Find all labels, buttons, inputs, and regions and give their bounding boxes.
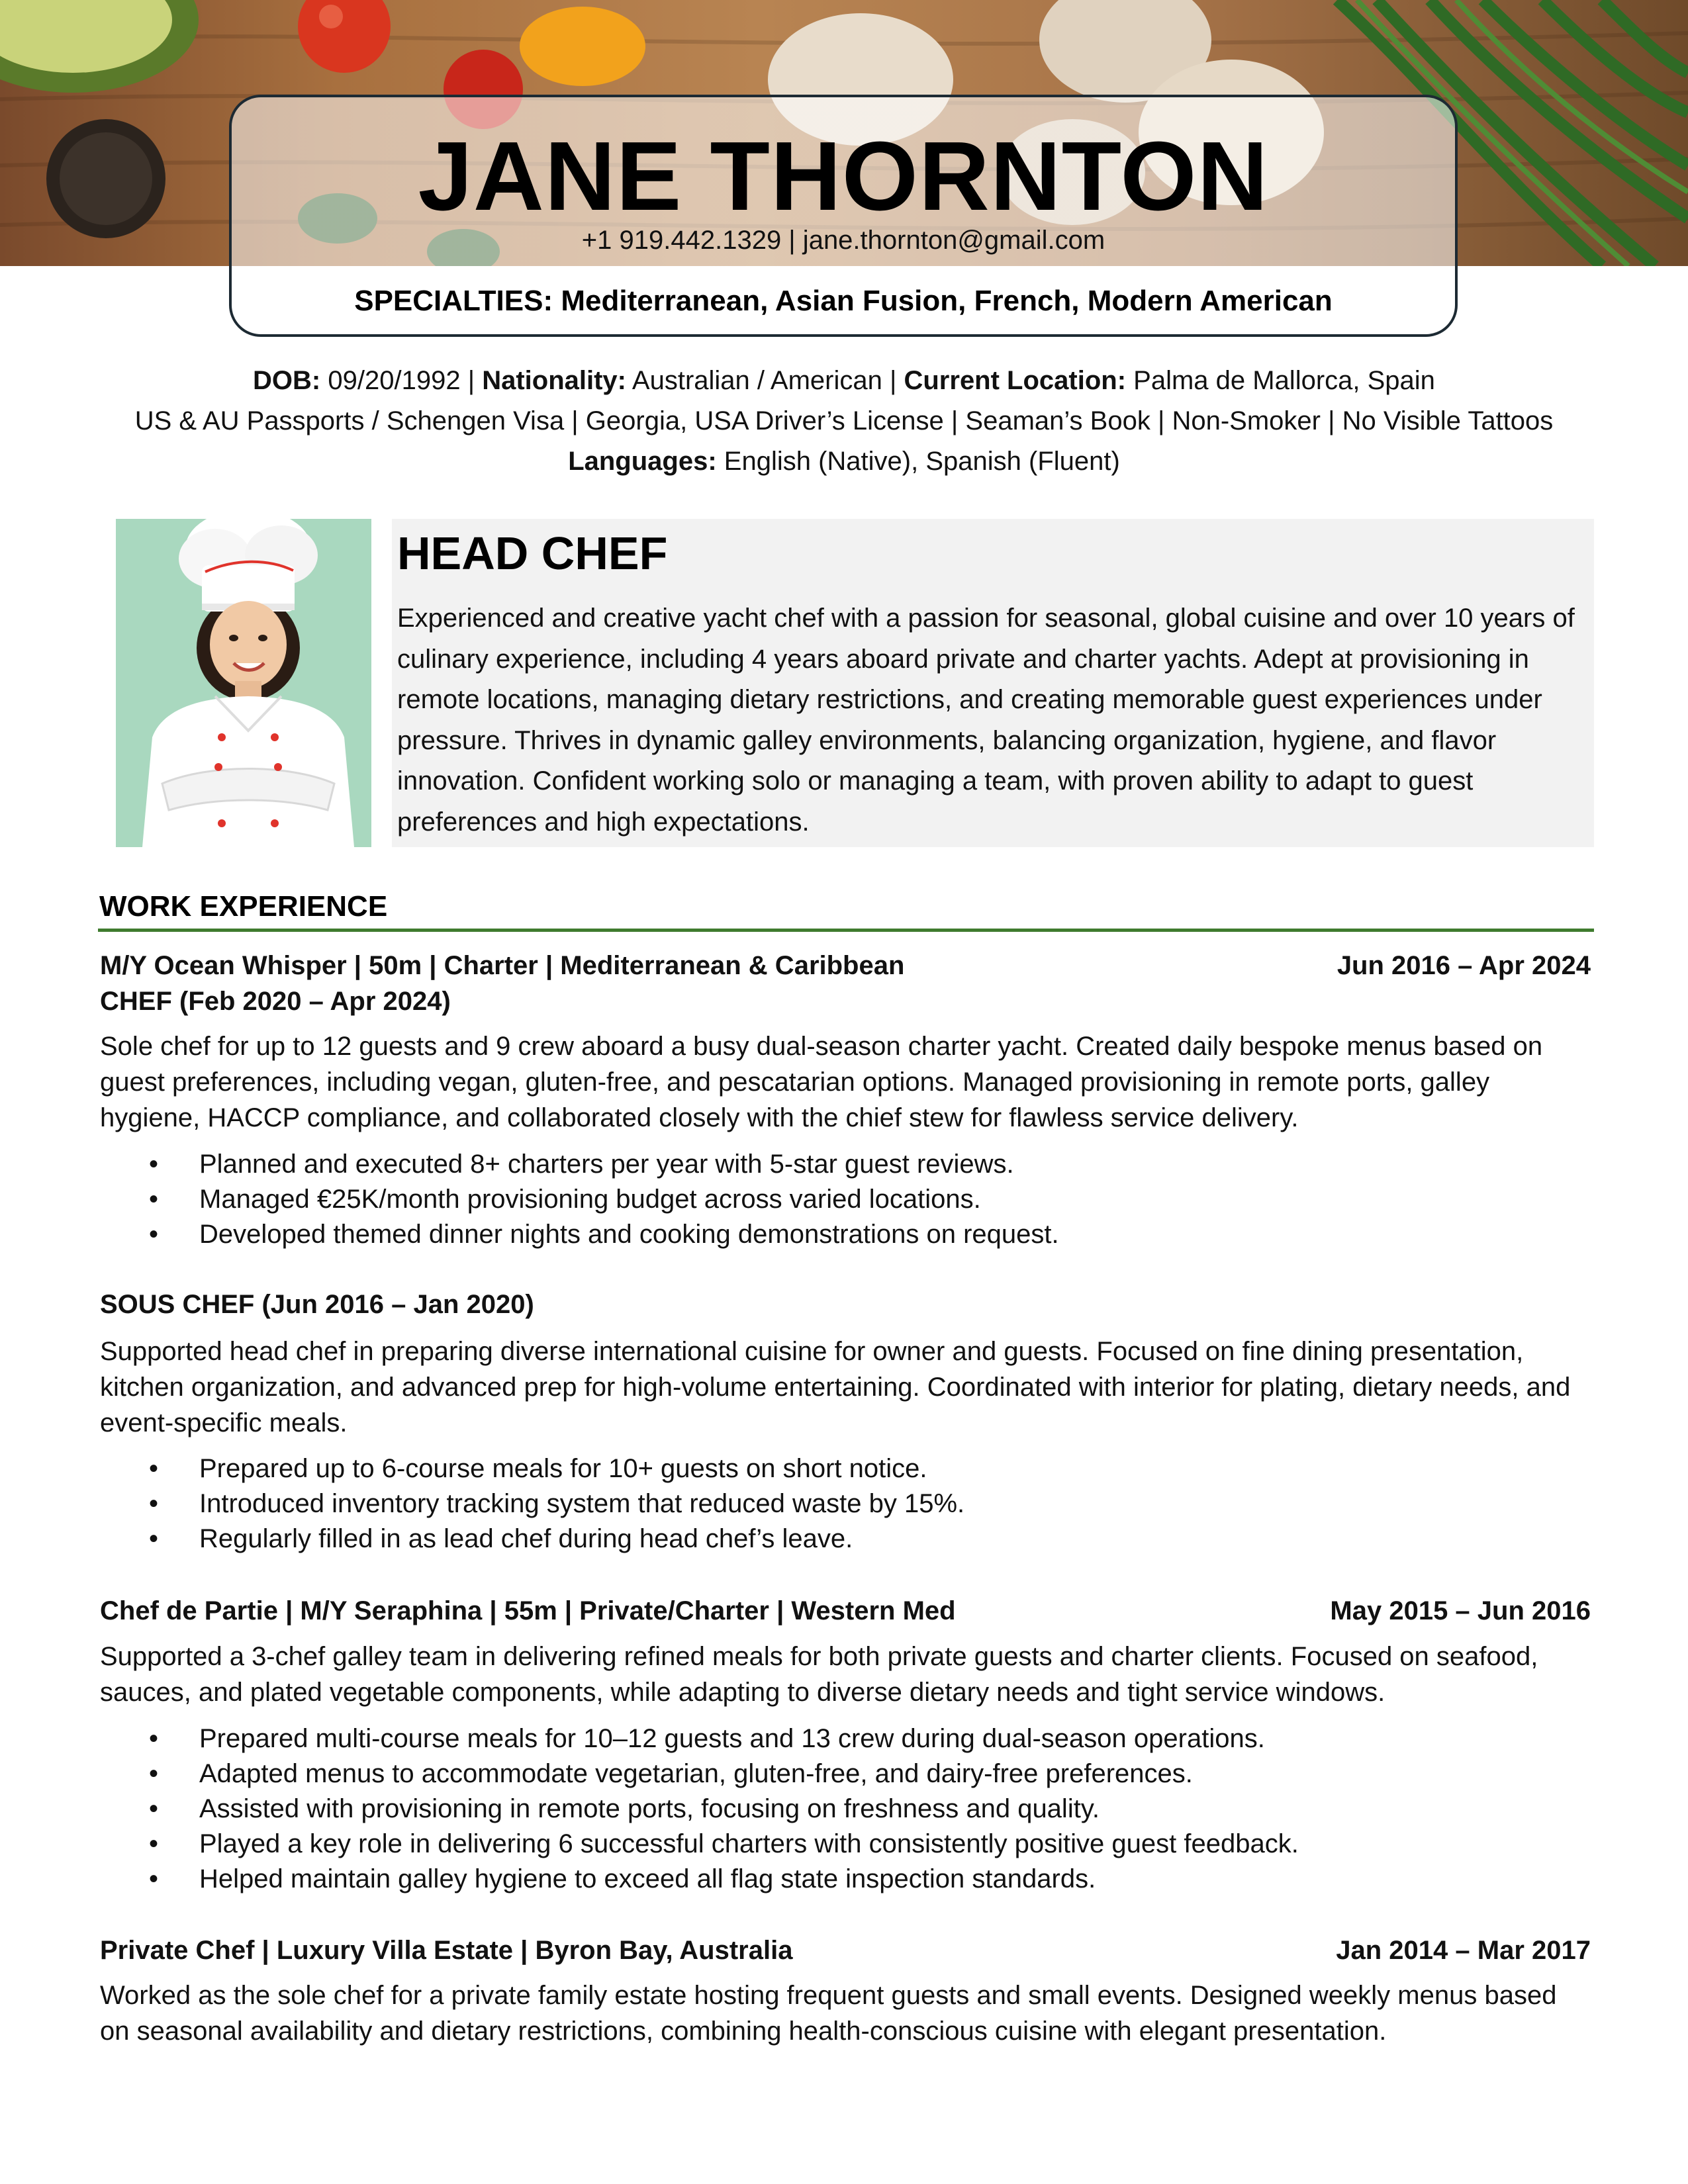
summary-text: Experienced and creative yacht chef with a passion for seasonal, global cuisine and over 10 years of culinary experience, including 4 years aboard private and charter yachts. Adept at provisioning in remote locations, managing dietary restrictions, and creating memorable guest experiences under pressure. Thrives in dynamic galley environments, balancing organization, hygiene, and flavor innovation. Confident working solo or managing a team, with proven ability to adapt to guest preferences and high expectations.	[397, 604, 1575, 837]
list-item: • Managed €25K/month provisioning budget across varied locations.	[100, 1182, 1556, 1217]
location-label: Current Location:	[904, 366, 1127, 395]
personal-details-line	[0, 361, 1688, 401]
job-dates: Jan 2014 – Mar 2017	[1336, 1936, 1591, 1965]
job-role-title: CHEF (Feb 2020 – Apr 2024)	[100, 987, 451, 1016]
job-description: Worked as the sole chef for a private family estate hosting frequent guests and small events. Designed weekly menus based on seasonal availability and dietary restrictions, combining health-conscious cuisine with elegant presentation.	[100, 1981, 1557, 2046]
location-value: Palma de Mallorca, Spain	[1126, 366, 1435, 395]
languages-value: English (Native), Spanish (Fluent)	[716, 447, 1120, 476]
list-item: • Prepared multi-course meals for 10–12 guests and 13 crew during dual-season operations.	[100, 1721, 1556, 1756]
job-description: Sole chef for up to 12 guests and 9 crew aboard a busy dual-season charter yacht. Created daily bespoke menus based on guest preferences, including vegan, gluten-free, and pescatarian options. Managed provisioning in remote ports, galley hygiene, HACCP compliance, and collaborated closely with the chief stew for flawless service delivery.	[100, 1032, 1543, 1132]
section-divider	[98, 929, 1594, 932]
list-item: • Assisted with provisioning in remote ports, focusing on freshness and quality.	[100, 1792, 1556, 1827]
job-description: Supported head chef in preparing diverse international cuisine for owner and guests. Focused on fine dining presentation, kitchen organization, and advanced prep for high-volume entertaining. Coordinated with interior for plating, dietary needs, and event-specific meals.	[100, 1337, 1571, 1437]
job-role-title: SOUS CHEF (Jun 2016 – Jan 2020)	[100, 1290, 534, 1319]
job-heading: Private Chef | Luxury Villa Estate | Byron Bay, Australia	[100, 1936, 793, 1965]
documents-line: US & AU Passports / Schengen Visa | Georgia, USA Driver’s License | Seaman’s Book | Non-Smoker | No Visible Tattoos	[134, 406, 1554, 435]
summary-title: HEAD CHEF	[397, 527, 668, 579]
dob-label: DOB:	[253, 366, 321, 395]
job-heading: Chef de Partie | M/Y Seraphina | 55m | Private/Charter | Western Med	[100, 1596, 956, 1625]
name-card	[229, 95, 1458, 337]
nationality-label: Nationality:	[482, 366, 626, 395]
summary-section	[392, 519, 1594, 847]
job-description: Supported a 3-chef galley team in delivering refined meals for both private guests and charter clients. Focused on seafood, sauces, and plated vegetable components, while adapting to diverse dietary needs and tight service windows.	[100, 1642, 1538, 1707]
list-item: • Prepared up to 6-course meals for 10+ guests on short notice.	[100, 1451, 1556, 1486]
nationality-value: Australian / American |	[626, 366, 904, 395]
dob-value: 09/20/1992 |	[320, 366, 483, 395]
list-item: • Adapted menus to accommodate vegetarian, gluten-free, and dairy-free preferences.	[100, 1756, 1556, 1792]
list-item: • Planned and executed 8+ charters per year with 5-star guest reviews.	[100, 1147, 1556, 1182]
job-achievements-list	[100, 1147, 1556, 1252]
work-experience-title: WORK EXPERIENCE	[99, 890, 388, 923]
specialties-line: SPECIALTIES: Mediterranean, Asian Fusion, French, Modern American	[354, 285, 1333, 317]
job-achievements-list	[100, 1721, 1556, 1897]
job-heading: M/Y Ocean Whisper | 50m | Charter | Mediterranean & Caribbean	[100, 951, 905, 980]
list-item: • Introduced inventory tracking system that reduced waste by 15%.	[100, 1486, 1556, 1522]
contact-line: +1 919.442.1329 | jane.thornton@gmail.com	[581, 226, 1105, 255]
candidate-name: JANE THORNTON	[418, 122, 1269, 231]
list-item: • Played a key role in delivering 6 successful charters with consistently positive guest feedback.	[100, 1827, 1556, 1862]
job-dates: May 2015 – Jun 2016	[1330, 1596, 1591, 1625]
list-item: • Developed themed dinner nights and cooking demonstrations on request.	[100, 1217, 1556, 1252]
languages-label: Languages:	[568, 447, 717, 476]
chef-portrait-illustration	[116, 519, 371, 847]
languages-line	[0, 441, 1688, 482]
job-dates: Jun 2016 – Apr 2024	[1336, 951, 1591, 980]
chef-portrait-photo	[116, 519, 371, 847]
job-achievements-list	[100, 1451, 1556, 1557]
list-item: • Regularly filled in as lead chef during head chef’s leave.	[100, 1522, 1556, 1557]
list-item: • Helped maintain galley hygiene to exceed all flag state inspection standards.	[100, 1862, 1556, 1897]
